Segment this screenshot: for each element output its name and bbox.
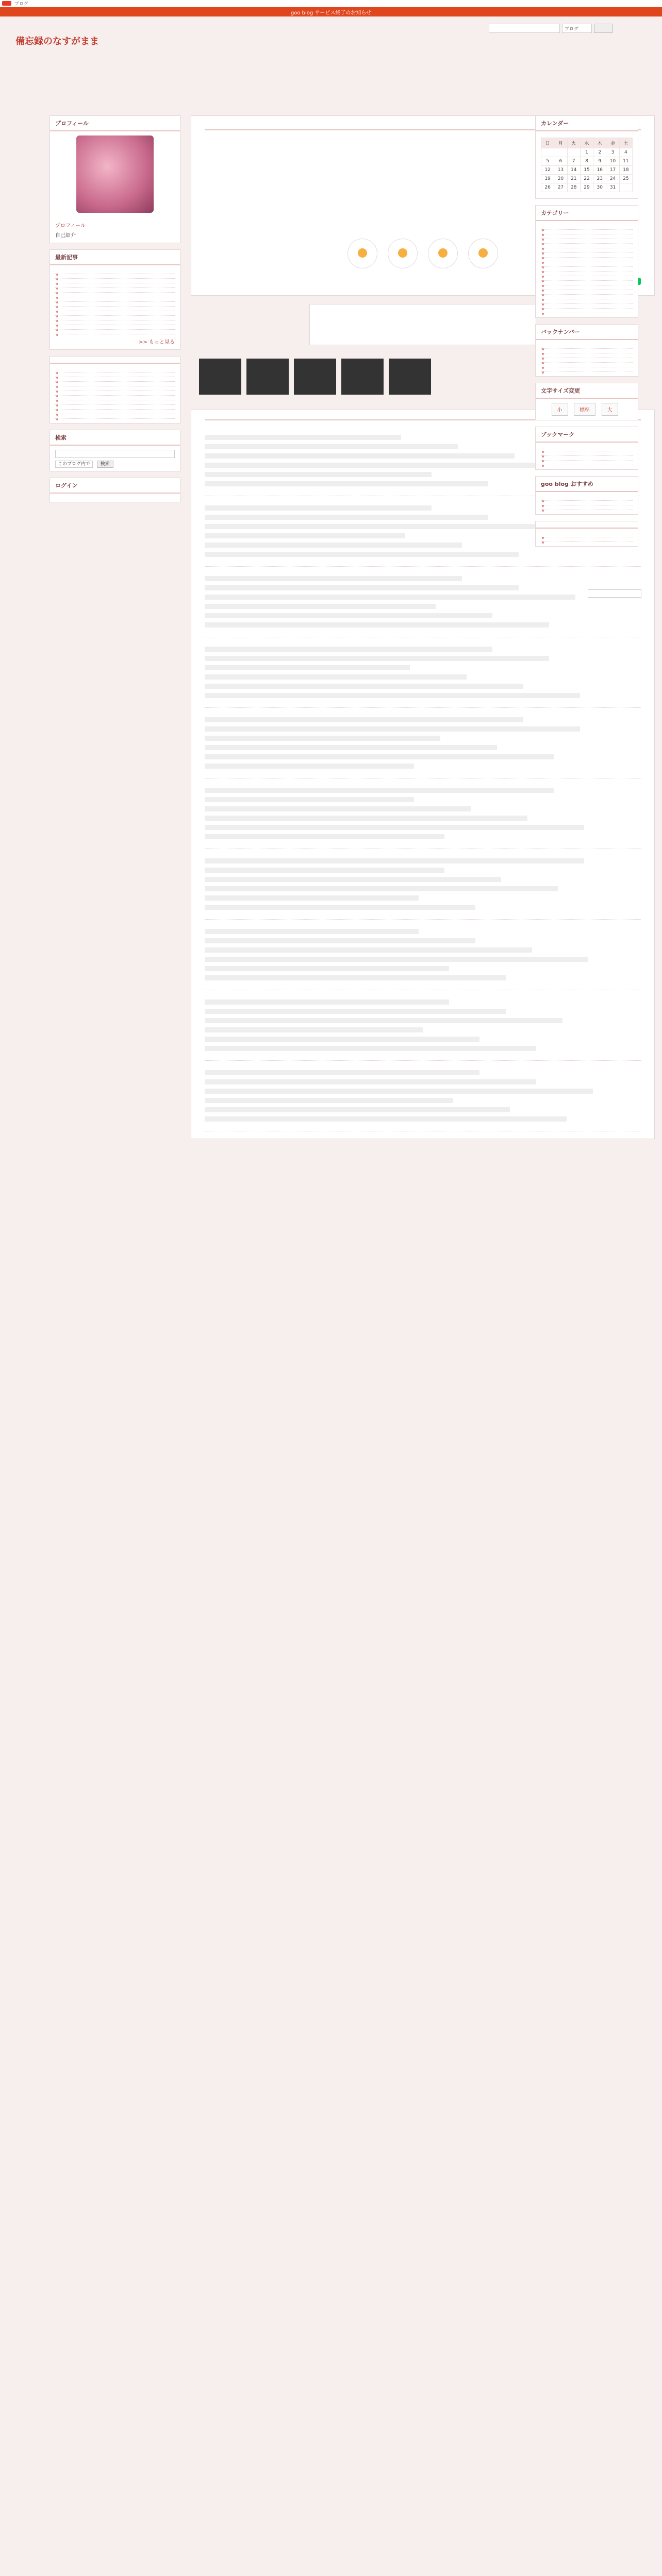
reaction-emoji-icon (358, 248, 367, 258)
comment-text-line (205, 543, 462, 548)
comment-text-line (205, 604, 436, 609)
comment-text-line (205, 816, 527, 821)
calendar-day (619, 183, 632, 192)
blog-description (15, 48, 232, 62)
right-sidebar (535, 115, 638, 553)
profile-name-label: 自己紹介 (55, 233, 76, 239)
category-link[interactable] (541, 230, 633, 234)
comment-text-line (205, 463, 571, 468)
login-heading: ログイン (50, 478, 180, 494)
thumbnail-card[interactable] (389, 359, 431, 396)
comment-text-line (205, 797, 414, 802)
service-name[interactable]: ブログ (14, 2, 29, 7)
blog-title[interactable]: 備忘録のなすがまま (15, 36, 99, 47)
recent-entries-heading: 最新記事 (50, 250, 180, 265)
calendar-day[interactable]: 17 (606, 166, 619, 175)
comment-text-line (205, 764, 414, 769)
recent-entry-link[interactable] (55, 330, 175, 334)
reaction-button[interactable] (388, 239, 418, 268)
font-large-button[interactable]: 大 (602, 403, 618, 416)
comment-text-line (205, 895, 419, 901)
comment-item (205, 567, 641, 637)
calendar-day[interactable]: 14 (567, 166, 580, 175)
bookmark-link[interactable] (541, 451, 633, 456)
calendar-widget (535, 115, 638, 199)
comment-text-line (205, 1009, 506, 1014)
backnumber-widget (535, 324, 638, 377)
calendar-day[interactable]: 21 (567, 175, 580, 183)
calendar-day[interactable]: 7 (567, 157, 580, 166)
recent-entry-link[interactable] (55, 279, 175, 283)
thumbnail-card[interactable] (246, 359, 289, 396)
comment-text-line (205, 905, 475, 910)
notice-link[interactable] (541, 537, 633, 542)
calendar-day[interactable]: 8 (580, 157, 593, 166)
profile-heading: プロフィール (50, 116, 180, 131)
recent-more-link[interactable]: >> もっと見る (139, 340, 175, 345)
calendar-weekday: 日 (541, 138, 554, 148)
calendar-day[interactable]: 12 (541, 166, 554, 175)
comment-text-line (205, 1079, 536, 1084)
comment-text-line (205, 656, 549, 661)
related-entry-link[interactable] (318, 314, 527, 318)
comment-text-line (205, 966, 449, 971)
calendar-weekday: 月 (554, 138, 567, 148)
footer-button[interactable] (588, 589, 641, 598)
sidebar2-link[interactable] (55, 372, 175, 377)
related-entry-link[interactable] (318, 326, 527, 330)
thumbnail-image (294, 359, 336, 395)
recent-entry-link[interactable] (55, 307, 175, 311)
sidebar2-link[interactable] (55, 405, 175, 410)
backnumber-link[interactable] (541, 358, 633, 363)
profile-link[interactable]: プロフィール (55, 223, 86, 229)
comment-text-line (205, 613, 492, 618)
recent-entry-link[interactable] (55, 283, 175, 288)
recent-entry-link[interactable] (55, 302, 175, 307)
category-link[interactable] (541, 262, 633, 267)
comment-text-line (205, 524, 545, 529)
calendar-day[interactable]: 22 (580, 175, 593, 183)
category-link[interactable] (541, 248, 633, 253)
category-link[interactable] (541, 225, 633, 230)
profile-widget (49, 115, 180, 243)
comment-text-line (205, 1046, 536, 1051)
comment-text-line (205, 868, 444, 873)
search-widget (49, 430, 180, 471)
calendar-day[interactable]: 18 (619, 166, 632, 175)
reaction-button[interactable] (428, 239, 458, 268)
comment-text-line (205, 929, 419, 934)
related-entries (309, 304, 536, 345)
comment-text-line (205, 1107, 510, 1112)
sidebar2-heading (50, 357, 180, 364)
recent-entry-link[interactable] (55, 320, 175, 325)
reaction-emoji-icon (478, 248, 488, 258)
recent-entry-link[interactable] (55, 297, 175, 302)
brand-notice-link[interactable]: goo blog サービス終了のお知らせ (290, 10, 372, 16)
brand-notice-bar (0, 7, 662, 16)
calendar-day[interactable]: 19 (541, 175, 554, 183)
recent-entry-link[interactable] (55, 293, 175, 297)
sidebar2-link[interactable] (55, 414, 175, 419)
comment-text-line (205, 665, 410, 670)
backnumber-link[interactable] (541, 344, 633, 349)
category-link[interactable] (541, 253, 633, 258)
calendar-day[interactable]: 24 (606, 175, 619, 183)
calendar-day[interactable]: 15 (580, 166, 593, 175)
comment-text-line (205, 505, 432, 511)
comment-text-line (205, 957, 588, 962)
comment-item (205, 849, 641, 920)
sidebar2-link[interactable] (55, 368, 175, 372)
fontsize-heading: 文字サイズ変更 (536, 383, 638, 399)
comment-text-line (205, 1116, 567, 1122)
comment-text-line (205, 717, 523, 722)
recommend-link[interactable] (541, 496, 633, 501)
category-link[interactable] (541, 285, 633, 290)
comment-text-line (205, 947, 532, 953)
related-entry-link[interactable] (318, 318, 527, 322)
recent-entries-widget (49, 249, 180, 350)
category-link[interactable] (541, 239, 633, 244)
backnumber-link[interactable] (541, 349, 633, 353)
calendar-day[interactable]: 31 (606, 183, 619, 192)
categories-heading: カテゴリー (536, 206, 638, 221)
calendar-weekday: 火 (567, 138, 580, 148)
category-link[interactable] (541, 244, 633, 248)
recent-entry-link[interactable] (55, 311, 175, 316)
comment-text-line (205, 726, 580, 732)
related-entry-link[interactable] (318, 322, 527, 326)
calendar-day[interactable]: 10 (606, 157, 619, 166)
bookmark-heading: ブックマーク (536, 427, 638, 443)
backnumber-link[interactable] (541, 367, 633, 372)
comment-text-line (205, 806, 471, 811)
calendar-weekday: 土 (619, 138, 632, 148)
calendar-day[interactable]: 4 (619, 148, 632, 157)
header-search-button[interactable] (594, 24, 613, 33)
comment-item (205, 1061, 641, 1131)
comment-text-line (205, 877, 501, 882)
category-link[interactable] (541, 234, 633, 239)
calendar-day[interactable]: 2 (593, 148, 606, 157)
comment-text-line (205, 886, 558, 891)
recent-entry-link[interactable] (55, 269, 175, 274)
search-heading: 検索 (50, 430, 180, 446)
comment-text-line (205, 533, 405, 538)
thumbnail-image (199, 359, 241, 395)
comment-text-line (205, 585, 519, 590)
bookmark-link[interactable] (541, 461, 633, 465)
category-link[interactable] (541, 295, 633, 299)
reaction-emoji-icon (438, 248, 448, 258)
calendar-weekday: 金 (606, 138, 619, 148)
sidebar2-link[interactable] (55, 400, 175, 405)
comment-text-line (205, 938, 475, 943)
comment-text-line (205, 999, 449, 1005)
font-small-button[interactable]: 小 (552, 403, 568, 416)
search-scope-select[interactable]: このブログ内で (55, 461, 93, 468)
comment-text-line (205, 1098, 453, 1103)
comment-text-line (205, 1089, 593, 1094)
calendar-day[interactable]: 13 (554, 166, 567, 175)
comment-text-line (205, 693, 580, 698)
comment-text-line (205, 684, 523, 689)
comment-text-line (205, 435, 401, 440)
comment-item (205, 778, 641, 849)
comment-text-line (205, 975, 506, 980)
bookmark-link[interactable] (541, 447, 633, 451)
comment-text-line (205, 472, 432, 477)
comment-text-line (205, 481, 488, 486)
backnumber-heading: バックナンバー (536, 325, 638, 340)
notice-link[interactable] (541, 533, 633, 537)
recommend-link[interactable] (541, 505, 633, 510)
bookmark-widget (535, 427, 638, 470)
category-link[interactable] (541, 272, 633, 276)
reaction-emoji-icon (398, 248, 407, 258)
category-link[interactable] (541, 290, 633, 295)
calendar-day[interactable]: 25 (619, 175, 632, 183)
comment-text-line (205, 453, 515, 459)
thumbnail-image (341, 359, 384, 395)
thumbnail-image (246, 359, 289, 395)
notice-widget (535, 521, 638, 547)
calendar-table (541, 138, 633, 192)
comment-item (205, 708, 641, 778)
recommend-heading: goo blog おすすめ (536, 477, 638, 492)
service-topbar (0, 0, 662, 7)
notice-heading (536, 521, 638, 529)
left-sidebar (49, 115, 180, 509)
sidebar2-link[interactable] (55, 382, 175, 386)
comment-text-line (205, 674, 467, 680)
comment-text-line (205, 825, 584, 830)
profile-avatar (76, 135, 154, 213)
blog-header (0, 16, 662, 70)
comment-text-line (205, 622, 549, 628)
calendar-day[interactable]: 29 (580, 183, 593, 192)
comment-text-line (205, 647, 492, 652)
thumbnail-card[interactable] (199, 359, 241, 396)
calendar-day[interactable]: 11 (619, 157, 632, 166)
reaction-button[interactable] (468, 239, 498, 268)
header-search-input[interactable] (489, 24, 560, 33)
sidebar2-link[interactable] (55, 386, 175, 391)
calendar-day[interactable]: 26 (541, 183, 554, 192)
sidebar2-link[interactable] (55, 377, 175, 382)
goo-logo[interactable] (2, 1, 11, 6)
comment-text-line (205, 515, 488, 520)
comment-text-line (205, 1018, 562, 1023)
comment-text-line (205, 595, 575, 600)
calendar-day[interactable]: 6 (554, 157, 567, 166)
comment-text-line (205, 552, 519, 557)
thumbnail-image (389, 359, 431, 395)
comment-text-line (205, 858, 584, 863)
calendar-day[interactable]: 20 (554, 175, 567, 183)
category-link[interactable] (541, 309, 633, 313)
calendar-day[interactable]: 1 (580, 148, 593, 157)
sidebar2-link[interactable] (55, 391, 175, 396)
backnumber-link[interactable] (541, 363, 633, 367)
comment-item (205, 920, 641, 990)
recommend-widget (535, 476, 638, 515)
sidebar2-widget (49, 356, 180, 423)
bookmark-link[interactable] (541, 456, 633, 461)
comment-text-line (205, 1027, 423, 1032)
calendar-day[interactable]: 27 (554, 183, 567, 192)
thumbnail-card[interactable] (341, 359, 384, 396)
recommend-link[interactable] (541, 501, 633, 505)
comment-item (205, 990, 641, 1061)
calendar-day[interactable]: 16 (593, 166, 606, 175)
recent-entry-link[interactable] (55, 325, 175, 330)
calendar-day (567, 148, 580, 157)
calendar-day[interactable]: 9 (593, 157, 606, 166)
calendar-day[interactable]: 30 (593, 183, 606, 192)
font-medium-button[interactable]: 標準 (574, 403, 595, 416)
calendar-day (541, 148, 554, 157)
category-link[interactable] (541, 299, 633, 304)
calendar-day[interactable]: 23 (593, 175, 606, 183)
category-link[interactable] (541, 276, 633, 281)
backnumber-link[interactable] (541, 353, 633, 358)
thumbnail-card[interactable] (294, 359, 336, 396)
comment-item (205, 637, 641, 708)
comment-text-line (205, 788, 554, 793)
recent-entry-link[interactable] (55, 288, 175, 293)
reaction-button[interactable] (347, 239, 377, 268)
comment-text-line (205, 576, 462, 581)
comment-text-line (205, 444, 458, 449)
sidebar2-link[interactable] (55, 396, 175, 400)
category-link[interactable] (541, 258, 633, 262)
categories-widget (535, 205, 638, 318)
category-link[interactable] (541, 304, 633, 309)
related-entry-link[interactable] (318, 330, 527, 334)
comment-text-line (205, 745, 497, 750)
header-search (489, 24, 613, 33)
calendar-day[interactable]: 28 (567, 183, 580, 192)
calendar-weekday: 水 (580, 138, 593, 148)
login-widget (49, 478, 180, 502)
search-input[interactable] (55, 450, 175, 458)
calendar-heading: カレンダー (536, 116, 638, 131)
recent-entry-link[interactable] (55, 316, 175, 320)
recent-entry-link[interactable] (55, 274, 175, 279)
comment-text-line (205, 754, 554, 759)
calendar-day (554, 148, 567, 157)
comment-text-line (205, 1037, 479, 1042)
category-link[interactable] (541, 281, 633, 285)
related-entry-link[interactable] (318, 334, 527, 338)
calendar-day[interactable]: 5 (541, 157, 554, 166)
calendar-day[interactable]: 3 (606, 148, 619, 157)
comment-text-line (205, 736, 440, 741)
comment-text-line (205, 1070, 479, 1075)
category-link[interactable] (541, 267, 633, 272)
header-search-select[interactable]: ブログ (562, 24, 592, 33)
fontsize-widget (535, 383, 638, 420)
sidebar2-link[interactable] (55, 410, 175, 414)
comment-text-line (205, 834, 444, 839)
calendar-weekday: 木 (593, 138, 606, 148)
search-button[interactable]: 検索 (97, 461, 113, 468)
